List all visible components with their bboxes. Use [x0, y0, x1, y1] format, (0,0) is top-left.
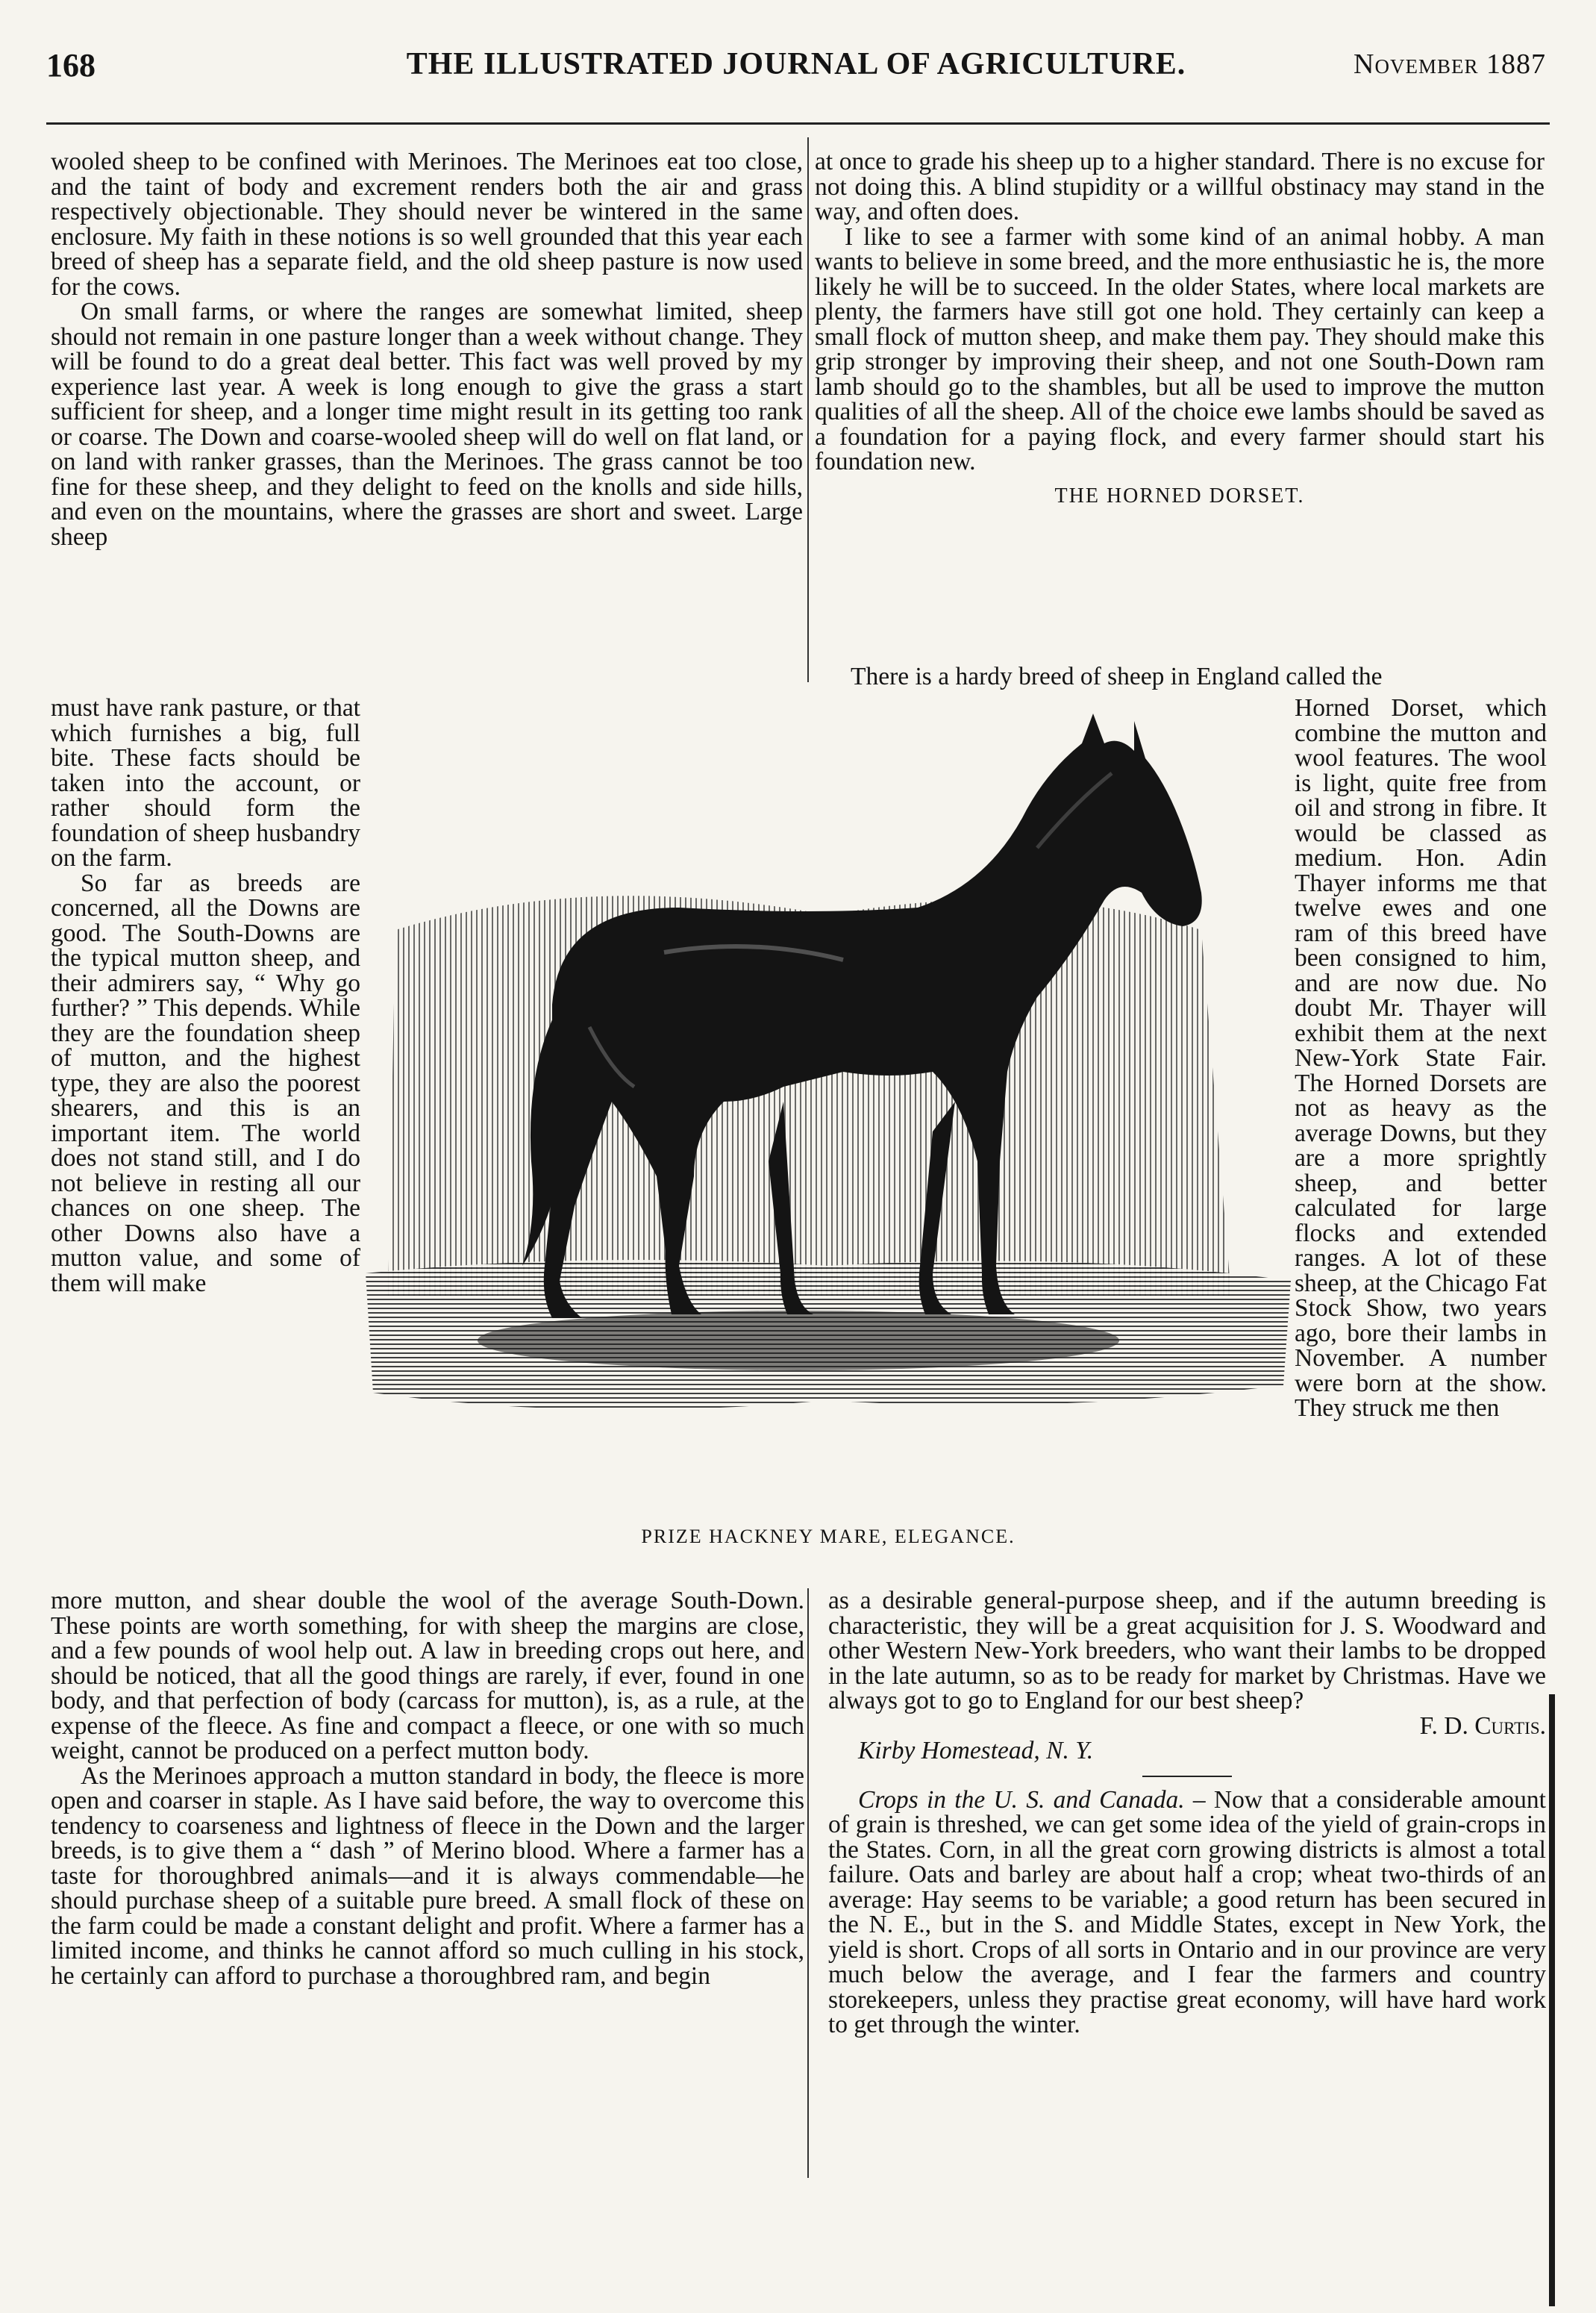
column-divider-lower	[807, 1588, 809, 2178]
paragraph: I like to see a farmer with some kind of an animal hobby. A man wants to believe in some breed, and the more enthusiastic he is, the more likely he will be to succeed. In the older States, where local markets are plenty, the farmers have still got one hold. They certainly can keep a small flock of mutton sheep, and make them pay. They should make this grip stronger by improving their sheep, and not one South-Down ram lamb should go to the shambles, but all be used to improve the mutton qualities of all the sheep. All of the choice ewe lambs should be saved as a foundation for a paying flock, and every farmer should start his foundation new.	[815, 222, 1545, 475]
left-column-bottom	[51, 1588, 804, 1988]
right-wrap-text	[1295, 696, 1547, 1421]
paragraph: As the Merinoes approach a mutton standard in body, the fleece is more open and coarser in staple. As I have said before, the way to overcome this tendency to coarseness and lightness of fleece in the Down and the larger breeds, is to give them a “ dash ” of Merino blood. Where a farmer has a taste for thoroughbred animals—and it is always commendable—he should purchase sheep of a suitable pure breed. A small flock of these on the farm could be made a constant delight and profit. Where a farmer has a limited income, and thinks he cannot afford so much culling in his stock, he certainly can afford to purchase a thoroughbred ram, and begin	[51, 1761, 804, 1990]
crops-body: – Now that a considerable amount of grain is threshed, we can get some idea of the yield of grain-crops in the States. Corn, in all the great corn growing districts is almost a total failure. Oats and barley are about half a crop; wheat two-thirds of an average: Hay seems to be variable; a good return has been secured in the N. E., but in the S. and Middle States, except in New York, the yield is short. Crops of all sorts in Ontario and in our province are very much below the average, and I fear the farmers and country storekeepers, unless they practise great economy, will have hard work to get through the winter.	[828, 1785, 1546, 2038]
journal-title: THE ILLUSTRATED JOURNAL OF AGRICULTURE.	[406, 47, 1186, 81]
crops-title: Crops in the U. S. and Canada.	[858, 1785, 1185, 1814]
page-number: 168	[46, 47, 96, 84]
author-signature: F. D. Curtis.	[1419, 1711, 1546, 1740]
paragraph: There is a hardy breed of sheep in England called the	[851, 663, 1383, 690]
crops-paragraph	[828, 1785, 1546, 2038]
horse-illustration	[366, 684, 1291, 1508]
column-divider	[807, 137, 809, 682]
illustration-caption: PRIZE HACKNEY MARE, ELEGANCE.	[641, 1526, 1016, 1547]
left-column-top	[51, 149, 803, 549]
right-column-bottom	[828, 1588, 1546, 2038]
paragraph: On small farms, or where the ranges are somewhat limited, sheep should not remain in one pasture longer than a week without change. They will be found to do a great deal better. This fact was well proved by my experience last year. A week is long enough to give the grass a start sufficient for sheep, and a longer time might result in its getting too rank or coarse. The Down and coarse-wooled sheep will do well on flat land, or on land with ranker grasses, than the Merinoes. The grass cannot be too fine for these sheep, and they delight to feed on the knolls and side hills, and even on the mountains, where the grasses are short and sweet. Large sheep	[51, 298, 803, 551]
paragraph: must have rank pasture, or that which furnishes a big, full bite. These facts should be taken into the account, or rather should form the foundation of sheep husbandry on the farm.	[51, 694, 360, 872]
right-column-top	[815, 149, 1545, 516]
paragraph: Horned Dorset, which combine the mutton and wool features. The wool is light, quite free from oil and strong in fibre. It would be classed as medium. Hon. Adin Thayer informs me that twelve ewes and one ram of this breed have been consigned to him, and are now due. No doubt Mr. Thayer will exhibit them at the next New-York State Fair. The Horned Dorsets are not as heavy as the average Downs, but they are a more sprightly sheep, and better calculated for large flocks and extended ranges. A lot of these sheep, at the Chicago Fat Stock Show, two years ago, bore their lambs in November. A number were born at the show. They struck me then	[1295, 694, 1547, 1422]
paragraph: more mutton, and shear double the wool of the average South-Down. These points are worth something, for with sheep the margins are close, and a few pounds of wool help out. A law in breeding crops out here, and should be noticed, that all the good things are rarely, if ever, found in one body, and that perfection of body (carcass for mutton), is, as a rule, at the expense of the fleece. As fine and compact a fleece, or one with so much weight, cannot be produced on a perfect mutton body.	[51, 1587, 804, 1764]
horse-engraving-icon	[366, 684, 1291, 1508]
separator-rule	[1142, 1776, 1232, 1777]
paragraph: So far as breeds are concerned, all the Downs are good. The South-Downs are the typical mutton sheep, and their admirers say, “ Why go further? ” This depends. While they are the foundation sheep of mutton, and the highest type, they are also the poorest shearers, and this is an important item. The world does not stand still, and I do not believe in resting all our chances on one sheep. The other Downs also have a mutton value, and some of them will make	[51, 869, 360, 1297]
section-heading: THE HORNED DORSET.	[1054, 484, 1305, 508]
paragraph: at once to grade his sheep up to a higher standard. There is no excuse for not doing this. A blind stupidity or a willful obstinacy may stand in the way, and often does.	[815, 148, 1545, 225]
page-edge-shadow	[1549, 1694, 1555, 2306]
running-header	[46, 46, 1546, 91]
paragraph: wooled sheep to be confined with Merinoes. The Merinoes eat too close, and the taint of body and excrement renders both the air and grass respectively objectionable. They should never be wintered in the same enclosure. My faith in these notions is so well grounded that this year each breed of sheep has a separate field, and the old sheep pasture is now used for the cows.	[51, 148, 803, 301]
paragraph: as a desirable general-purpose sheep, and if the autumn breeding is characteristic, they will be a great acquisition for J. S. Woodward and other Western New-York breeders, who want their lambs to be dropped in the late autumn, so as to be ready for market by Christmas. Have we always got to go to England for our best sheep?	[828, 1587, 1546, 1714]
left-wrap-text	[51, 696, 360, 1296]
header-rule	[46, 122, 1550, 125]
author-place: Kirby Homestead, N. Y.	[858, 1737, 1094, 1764]
issue-date: November 1887	[1354, 49, 1546, 80]
